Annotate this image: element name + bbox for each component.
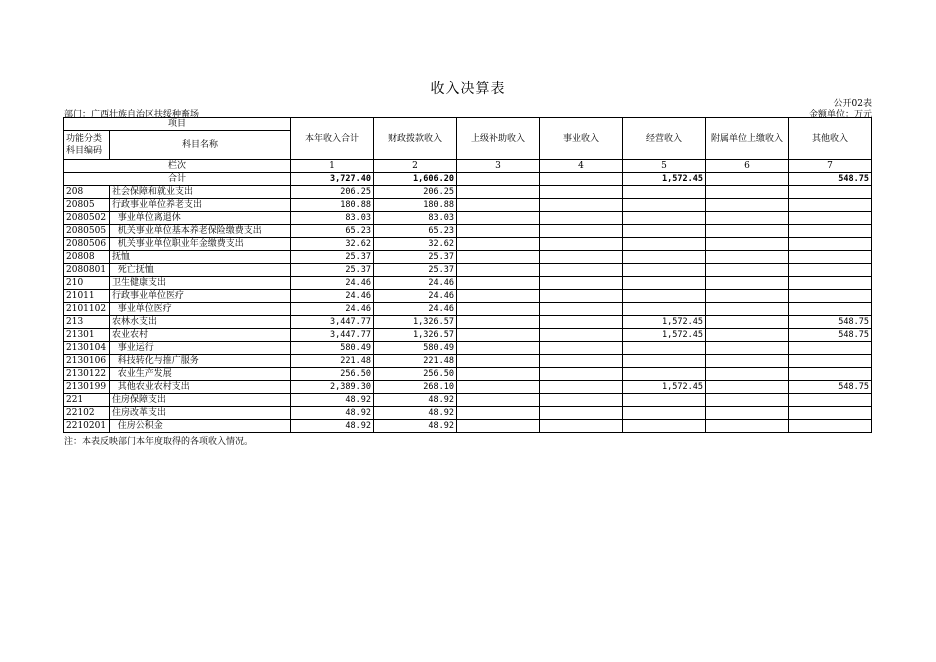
table-row [64, 303, 872, 316]
subject-code-cell: 22102 [64, 407, 110, 420]
amount-cell [789, 368, 872, 381]
amount-cell [540, 316, 623, 329]
amount-cell [540, 329, 623, 342]
amount-cell [540, 290, 623, 303]
subject-code-cell: 20805 [64, 199, 110, 212]
subject-name-cell: 其他农业农村支出 [110, 381, 291, 394]
amount-cell [457, 368, 540, 381]
table-row [64, 277, 872, 290]
amount-cell [706, 381, 789, 394]
amount-cell [623, 303, 706, 316]
amount-cell: 32.62 [374, 238, 457, 251]
total-cell: 1,572.45 [623, 173, 706, 186]
amount-cell [623, 355, 706, 368]
subject-code-cell: 210 [64, 277, 110, 290]
amount-cell [789, 342, 872, 355]
amount-cell [540, 225, 623, 238]
amount-cell [623, 407, 706, 420]
subject-name-cell: 农业生产发展 [110, 368, 291, 381]
amount-cell [706, 264, 789, 277]
amount-cell [540, 394, 623, 407]
amount-cell [623, 199, 706, 212]
table-row [64, 199, 872, 212]
subject-name-cell: 事业运行 [110, 342, 291, 355]
amount-cell [623, 251, 706, 264]
amount-cell [789, 303, 872, 316]
amount-cell [623, 212, 706, 225]
table-row [64, 316, 872, 329]
index-cell: 6 [706, 160, 789, 173]
table-row [64, 355, 872, 368]
amount-cell [623, 394, 706, 407]
amount-cell [706, 342, 789, 355]
table-row [64, 329, 872, 342]
subject-name-cell: 抚恤 [110, 251, 291, 264]
amount-cell: 180.88 [291, 199, 374, 212]
amount-cell: 221.48 [291, 355, 374, 368]
total-cell [706, 173, 789, 186]
header-superior-subsidy: 上级补助收入 [457, 118, 540, 160]
amount-cell [706, 420, 789, 433]
amount-cell [457, 329, 540, 342]
amount-cell: 580.49 [374, 342, 457, 355]
table-row [64, 238, 872, 251]
amount-cell [789, 199, 872, 212]
table-row [64, 290, 872, 303]
amount-cell [789, 238, 872, 251]
amount-cell: 24.46 [291, 277, 374, 290]
amount-cell [457, 420, 540, 433]
header-func-code: 功能分类科目编码 [64, 131, 110, 160]
total-row [64, 173, 872, 186]
amount-cell [706, 316, 789, 329]
amount-cell [789, 225, 872, 238]
amount-cell [706, 394, 789, 407]
subject-name-cell: 住房保障支出 [110, 394, 291, 407]
subject-name-cell: 农业农村 [110, 329, 291, 342]
table-row [64, 381, 872, 394]
table-row [64, 264, 872, 277]
amount-cell [706, 355, 789, 368]
amount-cell [457, 238, 540, 251]
footnote: 注：本表反映部门本年度取得的各项收入情况。 [64, 437, 254, 447]
subject-name-cell: 机关事业单位基本养老保险缴费支出 [110, 225, 291, 238]
amount-cell [457, 342, 540, 355]
amount-cell [706, 212, 789, 225]
amount-cell: 25.37 [374, 264, 457, 277]
subject-code-cell: 2130104 [64, 342, 110, 355]
header-operating-income: 经营收入 [623, 118, 706, 160]
amount-cell [789, 290, 872, 303]
amount-cell: 48.92 [291, 407, 374, 420]
header-affiliated-income: 附属单位上缴收入 [706, 118, 789, 160]
subject-code-cell: 213 [64, 316, 110, 329]
subject-code-cell: 2101102 [64, 303, 110, 316]
amount-cell [789, 407, 872, 420]
total-cell: 1,606.20 [374, 173, 457, 186]
amount-cell [540, 186, 623, 199]
amount-cell [540, 277, 623, 290]
amount-cell: 24.46 [374, 290, 457, 303]
amount-cell [457, 277, 540, 290]
subject-code-cell: 21301 [64, 329, 110, 342]
header-business-income: 事业收入 [540, 118, 623, 160]
amount-cell [623, 342, 706, 355]
amount-cell [623, 368, 706, 381]
subject-name-cell: 机关事业单位职业年金缴费支出 [110, 238, 291, 251]
amount-cell [540, 251, 623, 264]
subject-name-cell: 住房改革支出 [110, 407, 291, 420]
amount-cell: 3,447.77 [291, 329, 374, 342]
amount-cell: 65.23 [374, 225, 457, 238]
amount-cell: 206.25 [291, 186, 374, 199]
subject-name-cell: 事业单位离退休 [110, 212, 291, 225]
income-table [63, 117, 872, 433]
subject-code-cell: 221 [64, 394, 110, 407]
amount-cell: 25.37 [291, 251, 374, 264]
index-cell: 3 [457, 160, 540, 173]
table-row [64, 368, 872, 381]
amount-cell [789, 420, 872, 433]
amount-cell [540, 212, 623, 225]
amount-cell: 221.48 [374, 355, 457, 368]
amount-cell: 1,572.45 [623, 316, 706, 329]
amount-cell [540, 342, 623, 355]
amount-cell: 180.88 [374, 199, 457, 212]
subject-name-cell: 科技转化与推广服务 [110, 355, 291, 368]
amount-cell [457, 225, 540, 238]
subject-code-cell: 2080505 [64, 225, 110, 238]
amount-cell [706, 199, 789, 212]
amount-cell [623, 277, 706, 290]
subject-name-cell: 死亡抚恤 [110, 264, 291, 277]
subject-code-cell: 2210201 [64, 420, 110, 433]
amount-cell: 48.92 [374, 394, 457, 407]
amount-cell: 548.75 [789, 381, 872, 394]
amount-cell [789, 264, 872, 277]
amount-cell: 268.10 [374, 381, 457, 394]
index-cell: 4 [540, 160, 623, 173]
amount-cell: 2,389.30 [291, 381, 374, 394]
total-label: 合计 [64, 173, 291, 186]
amount-cell [623, 186, 706, 199]
amount-cell [706, 303, 789, 316]
amount-cell [457, 355, 540, 368]
subject-code-cell: 20808 [64, 251, 110, 264]
amount-cell [540, 264, 623, 277]
amount-cell [706, 251, 789, 264]
header-fiscal-income: 财政拨款收入 [374, 118, 457, 160]
amount-cell [540, 355, 623, 368]
amount-cell: 256.50 [374, 368, 457, 381]
subject-code-cell: 208 [64, 186, 110, 199]
table-row [64, 407, 872, 420]
form-code: 公开02表 [833, 99, 872, 109]
amount-cell: 206.25 [374, 186, 457, 199]
amount-cell: 48.92 [291, 420, 374, 433]
index-cell: 1 [291, 160, 374, 173]
amount-cell [706, 368, 789, 381]
amount-cell [789, 251, 872, 264]
amount-cell [706, 290, 789, 303]
amount-cell: 548.75 [789, 329, 872, 342]
amount-cell [540, 381, 623, 394]
amount-cell: 3,447.77 [291, 316, 374, 329]
amount-cell: 48.92 [374, 420, 457, 433]
amount-cell: 48.92 [374, 407, 457, 420]
amount-cell: 580.49 [291, 342, 374, 355]
amount-cell [457, 212, 540, 225]
amount-cell [457, 290, 540, 303]
amount-cell: 1,326.57 [374, 329, 457, 342]
amount-cell [540, 368, 623, 381]
total-cell [457, 173, 540, 186]
amount-cell [789, 355, 872, 368]
table-row [64, 212, 872, 225]
subject-code-cell: 2080801 [64, 264, 110, 277]
amount-cell [789, 212, 872, 225]
amount-cell: 25.37 [291, 264, 374, 277]
amount-cell [457, 264, 540, 277]
table-row [64, 420, 872, 433]
amount-cell [706, 277, 789, 290]
amount-cell [706, 225, 789, 238]
amount-cell: 1,326.57 [374, 316, 457, 329]
subject-code-cell: 2080502 [64, 212, 110, 225]
amount-cell: 24.46 [374, 277, 457, 290]
table-row [64, 186, 872, 199]
amount-cell: 65.23 [291, 225, 374, 238]
amount-cell [540, 238, 623, 251]
amount-cell [457, 394, 540, 407]
header-total-income: 本年收入合计 [291, 118, 374, 160]
total-cell: 3,727.40 [291, 173, 374, 186]
subject-code-cell: 2130106 [64, 355, 110, 368]
amount-cell [540, 199, 623, 212]
subject-name-cell: 农林水支出 [110, 316, 291, 329]
amount-cell [706, 329, 789, 342]
amount-cell [706, 407, 789, 420]
amount-cell: 83.03 [291, 212, 374, 225]
amount-cell: 48.92 [291, 394, 374, 407]
amount-cell: 24.46 [374, 303, 457, 316]
amount-cell [789, 394, 872, 407]
subject-code-cell: 2130199 [64, 381, 110, 394]
amount-cell [457, 251, 540, 264]
amount-cell: 1,572.45 [623, 329, 706, 342]
amount-cell: 548.75 [789, 316, 872, 329]
table-row [64, 251, 872, 264]
total-cell [540, 173, 623, 186]
amount-cell [457, 199, 540, 212]
amount-cell [457, 316, 540, 329]
amount-cell: 1,572.45 [623, 381, 706, 394]
amount-cell [623, 264, 706, 277]
total-cell: 548.75 [789, 173, 872, 186]
amount-cell [457, 303, 540, 316]
amount-cell: 24.46 [291, 290, 374, 303]
amount-cell [623, 238, 706, 251]
amount-cell [623, 225, 706, 238]
amount-cell [789, 186, 872, 199]
table-row [64, 225, 872, 238]
index-cell: 7 [789, 160, 872, 173]
amount-cell [540, 407, 623, 420]
amount-cell [540, 303, 623, 316]
header-other-income: 其他收入 [789, 118, 872, 160]
subject-name-cell: 行政事业单位医疗 [110, 290, 291, 303]
amount-cell [457, 186, 540, 199]
index-cell: 2 [374, 160, 457, 173]
amount-cell [706, 186, 789, 199]
amount-cell [457, 381, 540, 394]
amount-cell [789, 277, 872, 290]
report-title: 收入决算表 [430, 81, 506, 97]
amount-cell [623, 290, 706, 303]
subject-name-cell: 事业单位医疗 [110, 303, 291, 316]
subject-name-cell: 卫生健康支出 [110, 277, 291, 290]
amount-unit-label: 金额单位：万元 [808, 110, 872, 120]
table-row [64, 342, 872, 355]
subject-code-cell: 21011 [64, 290, 110, 303]
table-row [64, 394, 872, 407]
row-index-label: 栏次 [64, 160, 291, 173]
amount-cell [540, 420, 623, 433]
amount-cell: 256.50 [291, 368, 374, 381]
header-project: 项目 [64, 118, 291, 131]
subject-code-cell: 2080506 [64, 238, 110, 251]
index-cell: 5 [623, 160, 706, 173]
amount-cell: 24.46 [291, 303, 374, 316]
subject-name-cell: 社会保障和就业支出 [110, 186, 291, 199]
amount-cell: 25.37 [374, 251, 457, 264]
amount-cell: 83.03 [374, 212, 457, 225]
header-subject-name: 科目名称 [110, 131, 291, 160]
subject-code-cell: 2130122 [64, 368, 110, 381]
amount-cell: 32.62 [291, 238, 374, 251]
amount-cell [706, 238, 789, 251]
amount-cell [623, 420, 706, 433]
amount-cell [457, 407, 540, 420]
subject-name-cell: 住房公积金 [110, 420, 291, 433]
department-label: 部门：广西壮族自治区扶绥种畜场 [64, 110, 200, 120]
subject-name-cell: 行政事业单位养老支出 [110, 199, 291, 212]
